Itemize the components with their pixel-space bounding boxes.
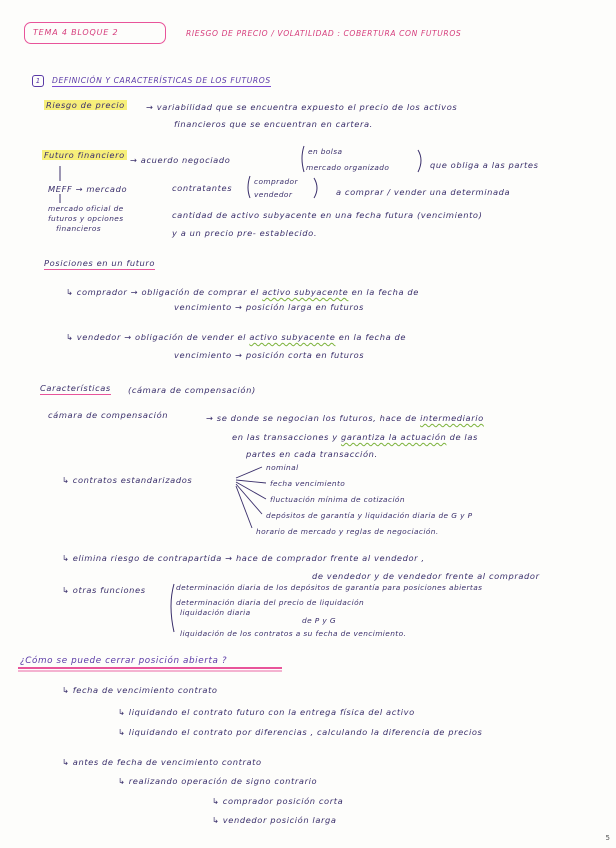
contrato-fecha: fecha vencimiento [270,479,346,488]
fan-line-5 [236,486,252,528]
meff-line4: financieros [56,224,102,233]
otras-funciones-label: ↳ otras funciones [62,585,146,595]
elimina-line2: de vendedor y de vendedor frente al comprador [312,571,540,581]
otras-func-3b: de P y G [302,616,337,625]
caracteristicas-subtitle: (cámara de compensación) [128,385,256,395]
topic-label: TEMA 4 BLOQUE 2 [33,28,119,37]
cerrar-realizando: ↳ realizando operación de signo contrario [118,776,318,786]
camara-def-line1: → se donde se negocian los futuros, hace de intermediario [206,413,484,423]
futuro-comprar: a comprar / vender una determinada [336,187,511,197]
cerrar-liquidando-1: ↳ liquidando el contrato futuro con la entrega física del activo [118,707,415,717]
camara-def-line3: partes en cada transacción. [246,449,378,459]
elimina-line1: ↳ elimina riesgo de contrapartida → hace de comprador frente al vendedor , [62,553,425,563]
otras-func-1: determinación diaria de los depósitos de garantía para posiciones abiertas [176,583,483,592]
posicion-vendedor-line1: ↳ vendedor → obligación de vender el activo subyacente en la fecha de [66,332,407,342]
cerrar-fecha: ↳ fecha de vencimiento contrato [62,685,218,695]
brace-contratantes-right [314,178,317,198]
posiciones-title: Posiciones en un futuro [44,258,156,268]
cerrar-title: ¿Cómo se puede cerrar posición abierta ? [20,656,228,666]
fan-line-4 [236,484,262,514]
brace-contratantes [248,176,250,198]
cerrar-liquidando-2: ↳ liquidando el contrato por diferencias , calculando la diferencia de precios [118,727,483,737]
futuro-acuerdo: → acuerdo negociado [130,155,231,165]
futuro-opt-mercado: mercado organizado [306,163,390,172]
contratante-comprador: comprador [254,177,298,186]
contratante-vendedor: vendedor [254,190,293,199]
otras-func-3: liquidación diaria [180,608,251,617]
meff-line1: MEFF → mercado [48,184,128,194]
caracteristicas-title: Características [40,383,111,393]
camara-def-line2: en las transacciones y garantiza la actuación de las [232,432,478,442]
futuro-opt-bolsa: en bolsa [308,147,343,156]
meff-line3: futuros y opciones [48,214,124,223]
fan-line-2 [236,480,266,483]
futuro-precio: y a un precio pre- establecido. [172,228,318,238]
contrato-depositos: depósitos de garantía y liquidación diaria de G y P [266,511,473,520]
brace-otras [171,584,174,632]
term-futuro: Futuro financiero [44,150,125,160]
page-title: RIESGO DE PRECIO / VOLATILIDAD : COBERTURA CON FUTUROS [186,29,462,38]
otras-func-4: liquidación de los contratos a su fecha de vencimiento. [180,629,407,638]
cerrar-comprador: ↳ comprador posición corta [212,796,344,806]
contratos-label: ↳ contratos estandarizados [62,475,193,485]
contrato-nominal: nominal [266,463,299,472]
fan-line-3 [236,482,266,499]
section-title: DEFINICIÓN Y CARACTERÍSTICAS DE LOS FUTUROS [52,76,271,85]
brace-bolsa [302,146,304,172]
brace-obliga [418,150,421,172]
riesgo-def-line1: → variabilidad que se encuentra expuesto el precio de los activos [146,102,458,112]
term-riesgo: Riesgo de precio [46,100,125,110]
fan-line-1 [236,467,262,478]
posicion-vendedor-line2: vencimiento → posición corta en futuros [174,350,365,360]
posicion-comprador-line2: vencimiento → posición larga en futuros [174,302,364,312]
futuro-cantidad: cantidad de activo subyacente en una fecha futura (vencimiento) [172,210,483,220]
cerrar-vendedor: ↳ vendedor posición larga [212,815,337,825]
cerrar-antes: ↳ antes de fecha de vencimiento contrato [62,757,262,767]
contratantes-label: contratantes [172,183,233,193]
camara-label: cámara de compensación [48,410,169,420]
contrato-horario: horario de mercado y reglas de negociación. [256,527,439,536]
section-number: 1 [32,75,44,87]
page-number: 5 [605,834,610,842]
futuro-obliga: que obliga a las partes [430,160,539,170]
contrato-fluctuacion: fluctuación mínima de cotización [270,495,405,504]
meff-line2: mercado oficial de [48,204,124,213]
posicion-comprador-line1: ↳ comprador → obligación de comprar el activo subyacente en la fecha de [66,287,419,297]
otras-func-2: determinación diaria del precio de liquidación [176,598,365,607]
riesgo-def-line2: financieros que se encuentran en cartera. [174,119,373,129]
